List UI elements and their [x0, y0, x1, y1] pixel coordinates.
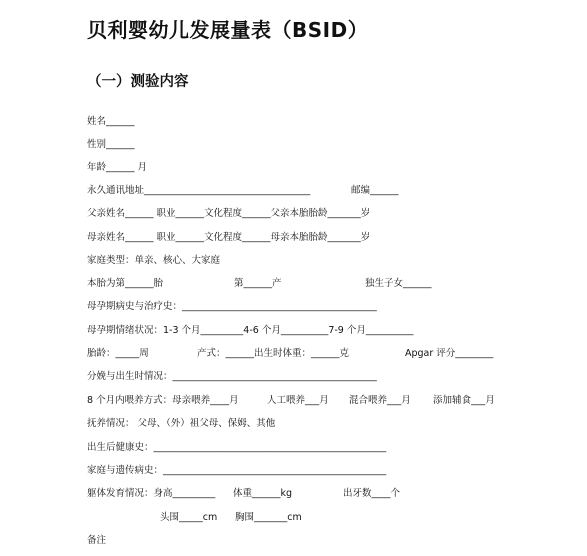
field-age-text: 年龄______ 月 — [87, 162, 148, 173]
field-breastfeeding-text: 8 个月内喂养方式：母亲喂养____月 — [87, 395, 239, 406]
field-father — [87, 207, 567, 221]
field-feeding — [87, 394, 567, 408]
page-title: 贝利婴幼儿发展量表（BSID） — [87, 18, 369, 42]
field-mother — [87, 231, 567, 245]
field-maternal-history-text: 母孕期病史与治疗史：_________________________________________ — [87, 301, 377, 312]
field-only-child-text: 独生子女______ — [365, 278, 432, 289]
field-family-type-text: 家庭类型：单亲、核心、大家庭 — [87, 255, 221, 266]
field-weight-text: 体重______kg — [233, 488, 293, 499]
field-mixed-feeding-text: 混合喂养___月 — [349, 395, 411, 406]
field-family-type — [87, 254, 567, 268]
field-maternal-mood-text: 母孕期情绪状况：1-3 个月_________4-6 个月__________7-9 个月__________ — [87, 325, 414, 336]
field-complementary-food-text: 添加辅食___月 — [433, 395, 495, 406]
field-delivery-text: 分娩与出生时情况：___________________________________________ — [87, 371, 377, 382]
field-physical-growth — [87, 487, 567, 501]
field-name — [87, 115, 567, 129]
field-gestational-age-text: 胎龄：_____周 — [87, 348, 149, 359]
field-maternal-history — [87, 300, 567, 314]
field-genetic-history — [87, 464, 567, 478]
field-age — [87, 161, 567, 175]
field-height-text: 躯体发育情况：身高_________ — [87, 488, 216, 499]
field-name-text: 姓名______ — [87, 116, 135, 127]
field-health-history-text: 出生后健康史：_________________________________________________ — [87, 442, 387, 453]
field-formula-feeding-text: 人工喂养___月 — [267, 395, 329, 406]
field-mother-text: 母亲姓名______ 职业______文化程度______母亲本胎胎龄_______岁 — [87, 232, 371, 243]
field-birth-weight-text: 产式：______出生时体重：______克 — [197, 348, 350, 359]
field-remarks — [87, 534, 567, 548]
field-remarks-text: 备注 — [87, 535, 107, 546]
field-caregiving — [87, 417, 567, 431]
field-head-circumference-text: 头围_____cm — [160, 512, 218, 523]
field-health-history — [87, 441, 567, 455]
field-apgar-text: Apgar 评分________ — [405, 348, 494, 359]
section-heading: （一）测验内容 — [87, 74, 189, 90]
field-teeth-text: 出牙数____个 — [343, 488, 401, 499]
field-birth-order-text: 第______产 — [234, 278, 282, 289]
field-address — [87, 184, 567, 198]
field-postcode-text: 邮编______ — [351, 185, 399, 196]
field-delivery — [87, 370, 567, 384]
field-genetic-history-text: 家庭与遗传病史：_______________________________________________ — [87, 465, 387, 476]
field-circumference — [87, 511, 567, 525]
field-father-text: 父亲姓名______ 职业______文化程度______父亲本胎胎龄_______岁 — [87, 208, 371, 219]
field-caregiving-text: 抚养情况： 父母、（外）祖父母、保姆、其他 — [87, 418, 276, 429]
field-pregnancy-order — [87, 277, 567, 291]
field-gestation — [87, 347, 567, 361]
field-maternal-mood — [87, 324, 567, 338]
field-address-text: 永久通讯地址___________________________________ — [87, 185, 311, 196]
field-gender — [87, 138, 567, 152]
field-pregnancy-order-text: 本胎为第______胎 — [87, 278, 164, 289]
field-gender-text: 性别______ — [87, 139, 135, 150]
field-chest-circumference-text: 胸围_______cm — [235, 512, 302, 523]
